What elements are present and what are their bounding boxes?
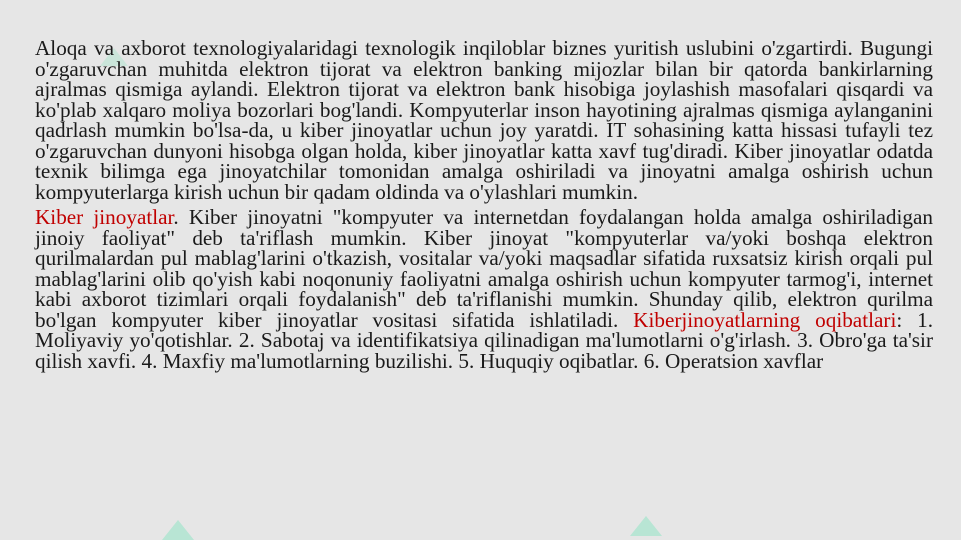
consequences-list: : 1. Moliyaviy yo'qotishlar. 2. Sabotaj va identifikatsiya qilinadigan ma'lumotlarni o'g'irlash. 3. Obro'ga ta'sir qilish xavfi. 4. Maxfiy ma'lumotlarning buzilishi. 5. Huquqiy oqibatlar. 6. Operatsion xavflar [35, 307, 934, 373]
slide-content [35, 38, 933, 376]
watermark-triangle-left [162, 520, 194, 540]
cybercrime-definition: . Kiber jinoyatni "kompyuter va internetdan foydalangan holda amalga oshiriladigan jinoiy faoliyat" deb ta'riflash mumkin. Kiber jinoyat "kompyuterlar va/yoki boshqa elektron qurilmalardan pul mablag'larini o'tkazish, vositalar va/yoki maqsadlar sifatida ruxsatsiz kirish orqali pul mablag'larini olib qo'yish kabi noqonuniy faoliyatni amalga oshirish uchun kompyuter tarmog'i, internet kabi axborot tizimlari orqali foydalanish" deb ta'riflanishi mumkin. Shunday qilib, elektron qurilma bo'lgan kompyuter kiber jinoyatlar vositasi sifatida ishlatiladi. [35, 205, 933, 332]
cybercrime-heading: Kiber jinoyatlar [35, 205, 174, 229]
consequences-heading: Kiberjinoyatlarning oqibatlari [633, 307, 897, 332]
watermark-triangle-right [630, 516, 662, 536]
intro-paragraph: Aloqa va axborot texnologiyalaridagi texnologik inqiloblar biznes yuritish uslubini o'zgartirdi. Bugungi o'zgaruvchan muhitda elektron tijorat va elektron banking mijozlar bilan bir qatorda bankirlarning ajralmas qismiga aylandi. Elektron tijorat va elektron bank hisobiga joylashish masofalari qisqardi va ko'plab xalqaro moliya bozorlari bog'landi. Kompyuterlar inson hayotining ajralmas qismiga aylanganini qadrlash mumkin bo'lsa-da, u kiber jinoyatlar uchun joy yaratdi. IT sohasining katta hissasi tufayli tez o'zgaruvchan dunyoni hisobga olgan holda, kiber jinoyatlar katta xavf tug'diradi. Kiber jinoyatlar odatda texnik bilimga ega jinoyatchilar tomonidan amalga oshiriladi va jinoyatni amalga oshirish uchun kompyuterlarga kirish uchun bir qadam oldinda va o'ylashlari mumkin. [35, 36, 933, 204]
cybercrime-paragraph [35, 207, 933, 371]
